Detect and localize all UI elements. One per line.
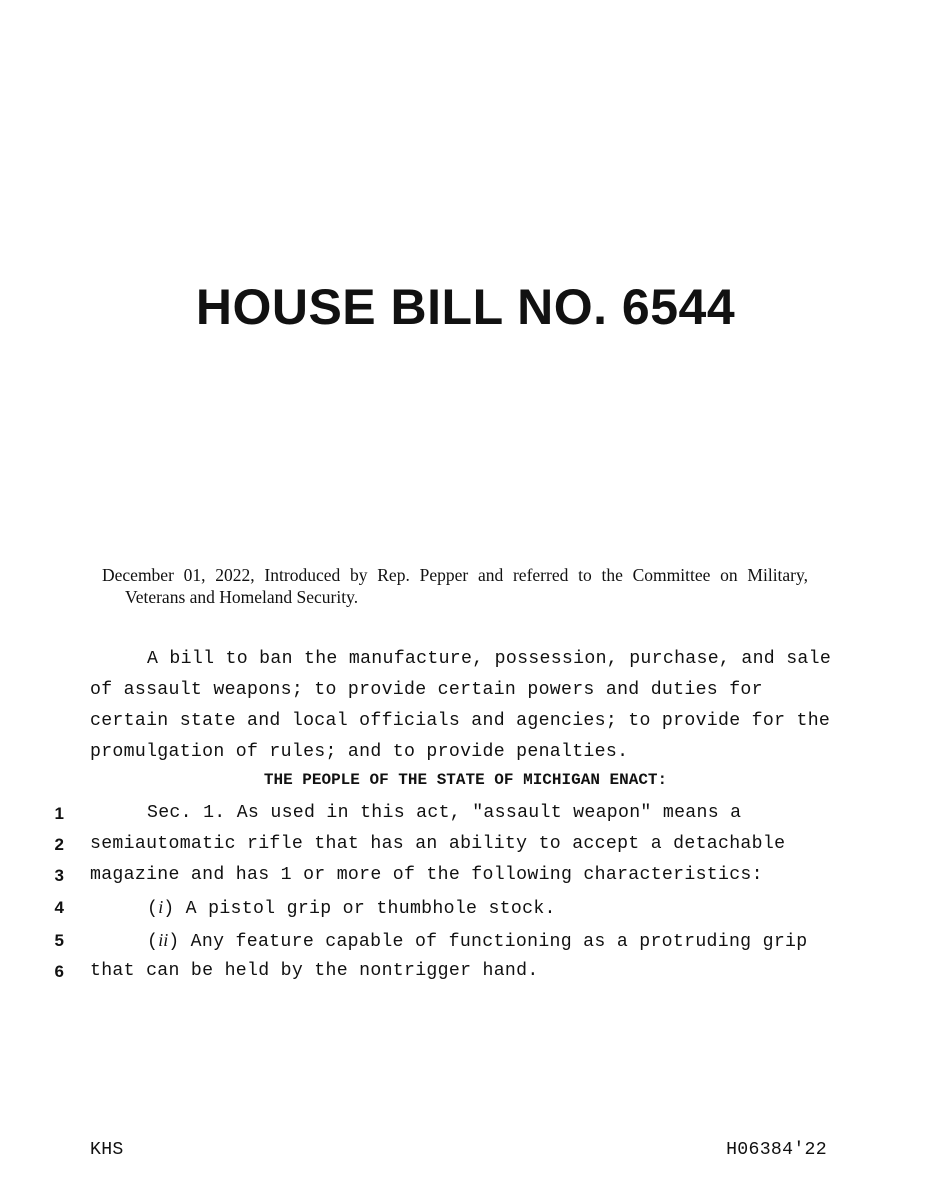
subdivision-label: i [158,897,164,917]
subdivision-label: ii [158,930,169,950]
body-line: that can be held by the nontrigger hand. [90,961,539,981]
subdivision-line: (ii) Any feature capable of functioning as a protruding grip [147,930,808,952]
title-text-line-3: certain state and local officials and agencies; to provide for the [90,711,831,731]
line-number: 6 [54,962,64,981]
introduction-line-2: Veterans and Homeland Security. [125,587,359,607]
introduction-line-1: December 01, 2022, Introduced by Rep. Pepper and referred to the Committee on Military, [102,565,808,585]
footer-document-id: H06384'22 [726,1140,827,1160]
line-number: 1 [54,804,64,823]
footer-initials: KHS [90,1140,124,1160]
title-text-line-4: promulgation of rules; and to provide penalties. [90,742,629,762]
line-number: 3 [54,866,64,885]
body-line: magazine and has 1 or more of the following characteristics: [90,865,763,885]
introduction-note [102,564,808,608]
bill-title: HOUSE BILL NO. 6544 [195,279,736,335]
body-line: Sec. 1. As used in this act, "assault weapon" means a [147,803,742,823]
subdivision-line: (i) A pistol grip or thumbhole stock. [147,897,556,919]
enacting-clause: THE PEOPLE OF THE STATE OF MICHIGAN ENACT: [263,771,668,789]
body-line: semiautomatic rifle that has an ability to accept a detachable [90,834,786,854]
line-number: 2 [54,835,64,854]
subdivision-text: Any feature capable of functioning as a protruding grip [190,932,808,952]
subdivision-text: A pistol grip or thumbhole stock. [185,899,556,919]
title-text-line-2: of assault weapons; to provide certain powers and duties for [90,680,763,700]
title-text-line-1: A bill to ban the manufacture, possession, purchase, and sale [147,649,832,669]
line-number: 5 [54,931,64,950]
line-number: 4 [54,898,64,917]
